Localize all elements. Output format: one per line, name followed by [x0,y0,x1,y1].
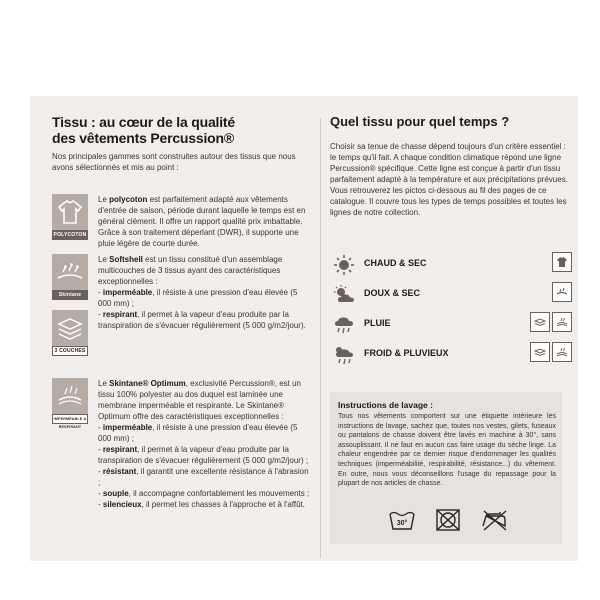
list-item: - respirant, il permet à la vapeur d'eau produite par la transpiration de s'évacuer régulièrement (5 000 g/m2/jour). [98,310,306,330]
three-layer-badge: 3 COUCHES [52,310,88,356]
list-item: - imperméable, il résiste à une pression d'eau élevée (5 000 mm) ; [98,423,298,443]
fabric-tags [552,282,572,302]
list-item: - silencieux, il permet les chasses à l'approche et à l'affût. [98,500,306,509]
wash-30-icon [388,508,416,532]
fabric-intro: Nos principales gammes sont construites autour des tissus que nous avons sélectionnés et mis au point : [52,152,296,172]
layers-icon [52,310,88,346]
weather-row-pluie: PLUIE [330,312,572,338]
layers-icon [530,312,550,332]
column-divider [320,118,321,558]
polycoton-badge: POLYCOTON [52,194,88,240]
fabric-tags [552,252,572,272]
breathable-fabric-icon [552,282,572,302]
membrane-icon [552,342,572,362]
breathable-fabric-icon [52,254,88,290]
weather-row-froid-pluvieux: FROID & PLUVIEUX [330,342,572,368]
weather-row-doux-sec: DOUX & SEC [330,282,572,308]
fabric-section-title: Tissu : au cœur de la qualité des vêtements Percussion® [52,114,235,146]
sun-cloud-icon [332,284,356,306]
fabric-column [52,114,314,509]
membrane-icon [52,378,88,414]
sun-icon [332,254,356,276]
washing-title: Instructions de lavage : [338,400,433,410]
list-item: - respirant, il permet à la vapeur d'eau produite par la transpiration de s'évacuer régulièrement (5 000 g/m2/jour) ; [98,445,309,465]
three-layer-badge-row [52,310,314,360]
weather-intro: Choisir sa tenue de chasse dépend toujours d'un critère essentiel : le temps qu'il fait. A chaque condition climatique répond une ligne Percussion® spécifique. Cette ligne est conçue à partir d'un tissu parfaitement adapté à la température et aux précipitations prévues. Vous retrouverez les pictos ci-dessous au fil des pages de ce catalogue. Il couvre tous les types de temps possibles et toutes les lignes de notre collection. [330,142,568,217]
weather-column [330,114,572,358]
list-item: - imperméable, il résiste à une pression d'eau élevée (5 000 mm) ; [98,288,298,308]
softshell-description: Le Softshell est un tissu constitué d'un assemblage multicouches de 3 tissus ayant des caractéristiques exceptionnelles : - imperméable, il résiste à une pression d'eau élevée (5 000 mm) ; - respirant, il permet à la vapeur d'eau produite par la transpiration de s'évacuer régulièrement (5 000 g/m2/jour). [98,254,312,331]
list-item: - souple, il accompagne confortablement les mouvements ; [98,489,310,498]
weather-section-title: Quel tissu pour quel temps ? [330,114,510,129]
no-ironing-icon [480,508,508,532]
fabric-tags [530,312,572,332]
list-item: - résistant, il garantit une excellente résistance à l'abrasion ; [98,467,309,487]
membrane-icon [552,312,572,332]
rain-cloud-icon [332,314,356,336]
catalog-page [30,96,578,561]
washing-text: Tous nos vêtements comportent sur une étiquette intérieure les instructions de lavage, sachez que, toutes nos vestes, gilets, fuseaux ou pantalons de chasse doivent être lavés en machine à 30°, sans assouplissant. Il ne faut en aucun cas faire usage du sèche linge. La chaleur engendrée par ce dernier risque d'endommager les qualités techniques (imperméabilité, respirabilité, résistance...) du vêtement. En outre, nous vous déconseillons l'usage du repassage pour la plupart de nos articles de chasse. [338,413,556,488]
svg-text:30°: 30° [396,520,408,527]
no-tumble-dry-icon [434,508,462,532]
cold-rain-icon [332,344,356,366]
membrane-badge: IMPERMÉABLE & RESPIRANT [52,378,88,424]
weather-row-chaud-sec: CHAUD & SEC [330,252,572,278]
skintane-optimum-features [98,422,312,510]
skintane-optimum-description: Le Skintane® Optimum, exclusivité Percussion®, est un tissu 100% polyester au dos duquel est laminée une membrane imperméable et respirante. Le Skintane® Optimum offre des caractéristiques exceptionnelles : - imperméable, il résiste à une pression d'eau élevée (5 000 mm) ; - respirant, il permet à la vapeur d'eau produite par la transpiration de s'évacuer régulièrement (5 000 g/m2/jour) ; - résistant, il garantit une excellente résistance à l'abrasion ; - souple, il accompagne confortablement les mouvements ; - silencieux, il permet les chasses à l'approche et à l'affût. [98,378,312,510]
skintane-badge: Skintane [52,254,88,300]
layers-icon [530,342,550,362]
polycoton-description: Le polycoton est parfaitement adapté aux vêtements d'entrée de saison, période durant laquelle le temps est en général clément. Il offre un rapport qualité prix imbattable. Grâce à son traitement déperlant (DWR), il supporte une pluie légère de courte durée. [98,195,306,248]
washing-instructions-panel [330,392,562,544]
fabric-tags [530,342,572,362]
tshirt-icon [52,194,88,230]
tshirt-icon [552,252,572,272]
